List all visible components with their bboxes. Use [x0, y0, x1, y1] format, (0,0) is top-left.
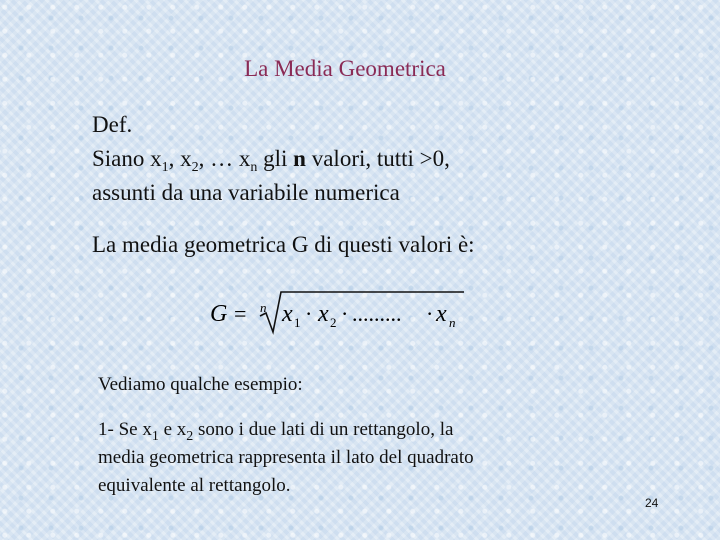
formula-xn: x [436, 301, 447, 327]
example-1-line-1 [98, 416, 474, 444]
formula-equals: = [234, 301, 247, 326]
ex-subscript-1: 1 [151, 429, 159, 444]
formula-x1: x [282, 301, 293, 327]
ex-subscript-2: 2 [186, 429, 194, 444]
formula-svg [208, 288, 478, 336]
def-text-mid1: , x [168, 146, 192, 171]
formula-x2: x [318, 301, 329, 327]
definition-block [92, 108, 450, 210]
examples-intro: Vediamo qualche esempio: [98, 374, 303, 395]
formula-sub1: 1 [294, 315, 301, 330]
ex-text-a: 1- Se x [98, 419, 152, 440]
subscript-n: n [250, 160, 258, 175]
example-1 [98, 416, 474, 500]
statement: La media geometrica G di questi valori è: [92, 232, 475, 257]
subscript-1: 1 [161, 160, 169, 175]
definition-line-1 [92, 142, 450, 176]
example-1-line-2: media geometrica rappresenta il lato del quadrato [98, 447, 474, 468]
definition-line-2: assunti da una variabile numerica [92, 180, 400, 205]
def-text-mid2: , … x [198, 146, 251, 171]
formula-subn: n [449, 315, 456, 330]
example-1-line-3: equivalente al rettangolo. [98, 475, 291, 496]
def-text-tail: valori, tutti >0, [305, 146, 450, 171]
page-number: 24 [645, 496, 659, 510]
formula-lhs: G [210, 301, 228, 327]
formula-sub2: 2 [330, 315, 337, 330]
formula-root-index: n [260, 300, 267, 315]
definition-heading: Def. [92, 112, 133, 137]
ex-text-c: sono i due lati di un rettangolo, la [193, 419, 454, 440]
formula-ellipsis: ......... [352, 301, 402, 326]
formula-dot3: · [426, 301, 434, 326]
ex-text-b: e x [158, 419, 187, 440]
subscript-2: 2 [191, 160, 199, 175]
geometric-mean-formula [208, 288, 478, 341]
def-text-lead: Siano x [92, 146, 162, 171]
formula-dot2: · [341, 301, 349, 326]
formula-dot1: · [305, 301, 313, 326]
n-bold: n [293, 146, 306, 171]
def-text-mid3: gli [257, 146, 294, 171]
slide-title: La Media Geometrica [244, 56, 446, 81]
